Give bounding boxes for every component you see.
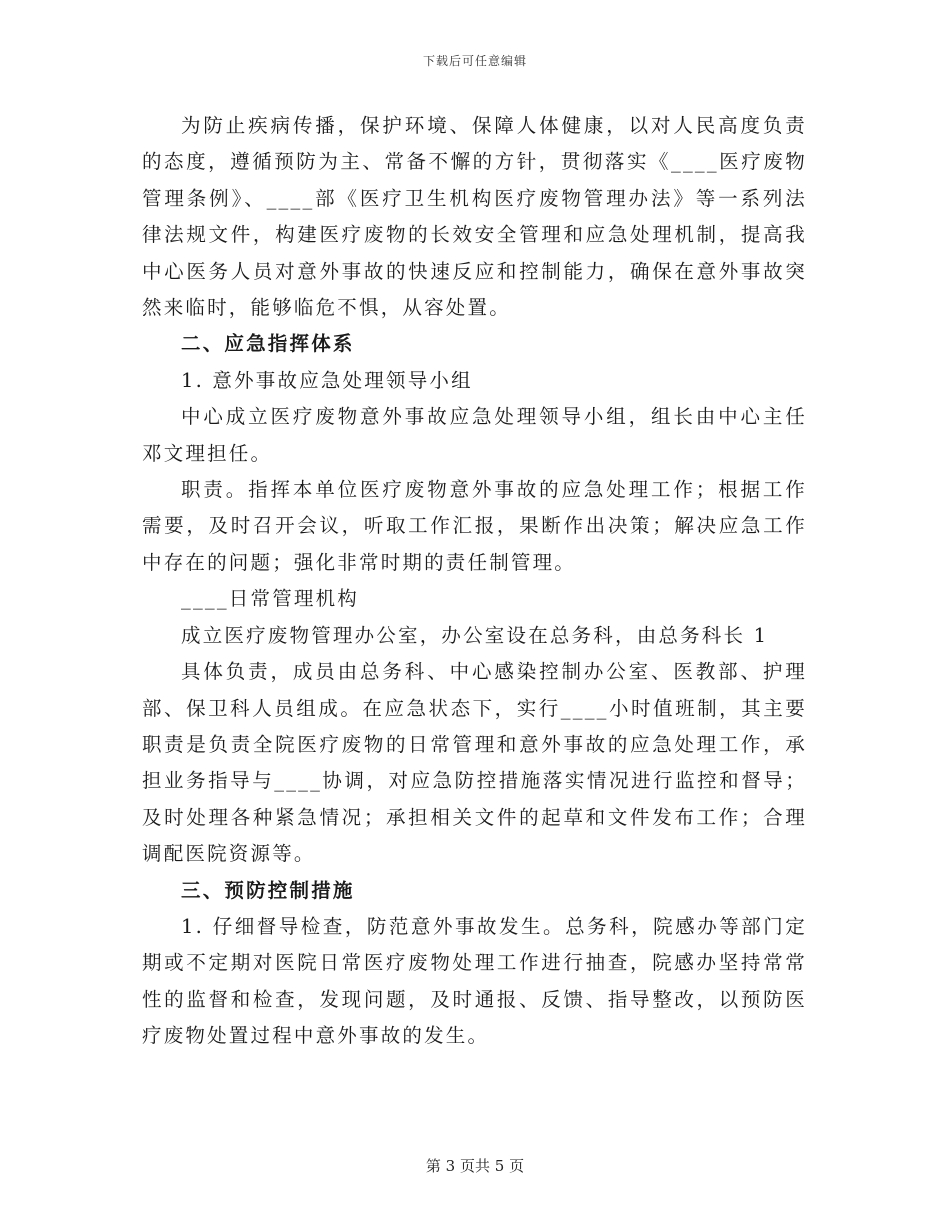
- section-heading-prevention: 三、预防控制措施: [181, 878, 355, 902]
- section-heading-command-system: 二、应急指挥体系: [181, 332, 355, 356]
- leadership-group-paragraph: 中心成立医疗废物意外事故应急处理领导小组，组长由中心主任邓文理担任。: [142, 405, 807, 465]
- subheading-daily-management: ____日常管理机构: [181, 587, 360, 611]
- page-number: 第 3 页共 5 页: [425, 1157, 525, 1175]
- office-setup-paragraph: 成立医疗废物管理办公室，办公室设在总务科，由总务科长 1: [181, 623, 769, 647]
- inspection-paragraph: 1. 仔细督导检查，防范意外事故发生。总务科，院感办等部门定期或不定期对医院日常医疗废物处理工作进行抽查，院感办坚持常常性的监督和检查，发现问题，及时通报、反馈、指导整改，以预防医疗废物处置过程中意外事故的发生。: [142, 914, 807, 1048]
- document-body: [142, 108, 807, 1055]
- duties-paragraph: 职责。指挥本单位医疗废物意外事故的应急处理工作；根据工作需要，及时召开会议，听取工作汇报，果断作出决策；解决应急工作中存在的问题；强化非常时期的责任制管理。: [142, 478, 807, 574]
- office-duties-paragraph: 具体负责，成员由总务科、中心感染控制办公室、医教部、护理部、保卫科人员组成。在应急状态下，实行____小时值班制，其主要职责是负责全院医疗废物的日常管理和意外事故的应急处理工作，承担业务指导与____协调，对应急防控措施落实情况进行监控和督导；及时处理各种紧急情况；承担相关文件的起草和文件发布工作；合理调配医院资源等。: [142, 660, 807, 866]
- intro-paragraph: 为防止疾病传播，保护环境、保障人体健康，以对人民高度负责的态度，遵循预防为主、常备不懈的方针，贯彻落实《____医疗废物管理条例》、____部《医疗卫生机构医疗废物管理办法》等一系列法律法规文件，构建医疗废物的长效安全管理和应急处理机制，提高我中心医务人员对意外事故的快速反应和控制能力，确保在意外事故突然来临时，能够临危不惧，从容处置。: [142, 114, 807, 320]
- page-header: 下载后可任意编辑: [422, 54, 527, 68]
- subheading-leadership-group: 1. 意外事故应急处理领导小组: [181, 368, 473, 392]
